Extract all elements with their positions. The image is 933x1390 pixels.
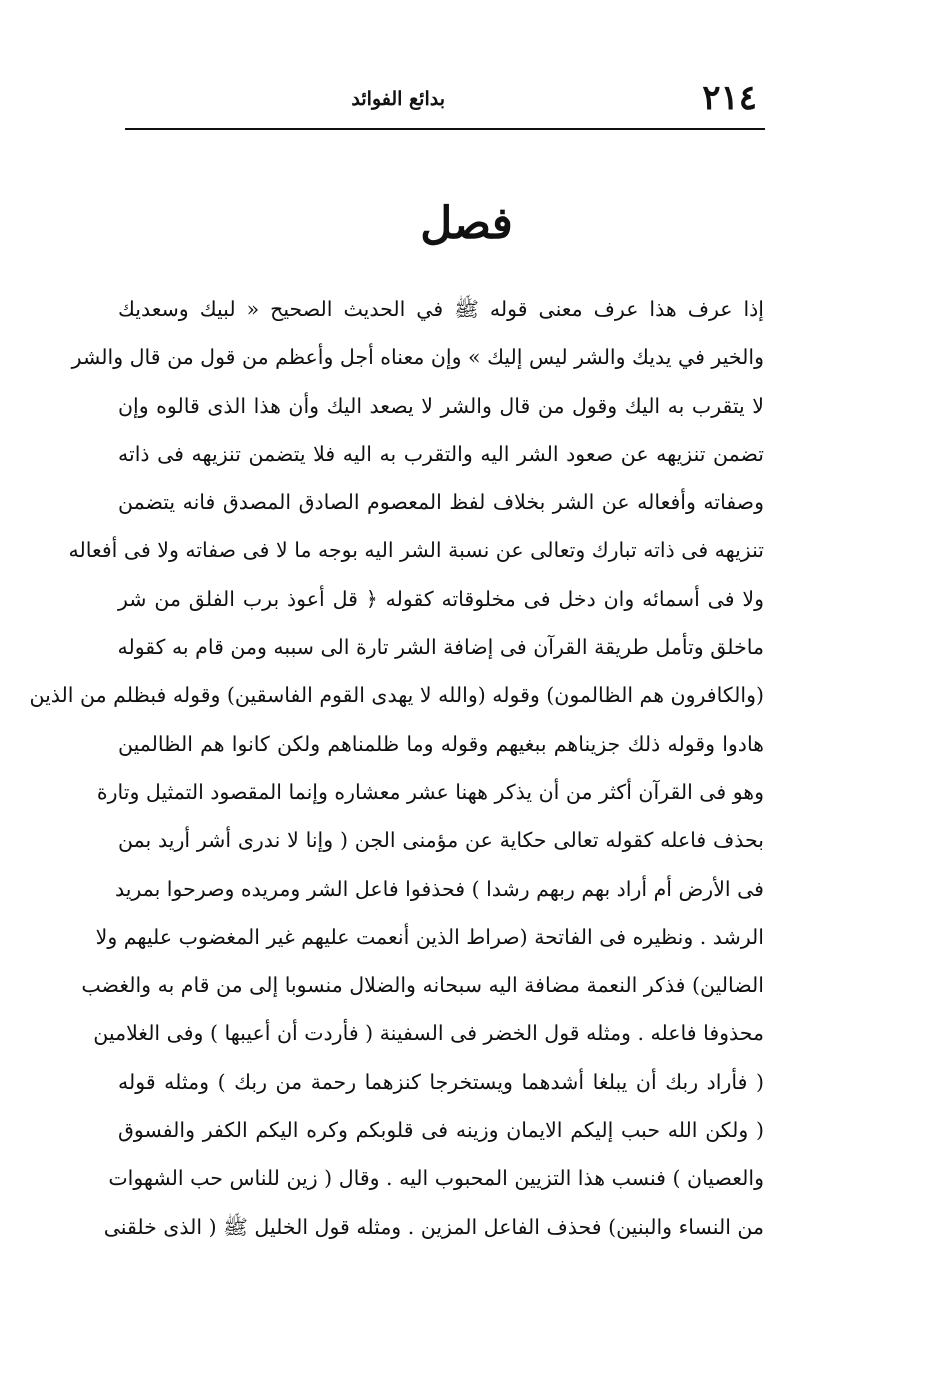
text-line: وصفاته وأفعاله عن الشر بخلاف لفظ المعصوم الصادق المصدق فانه يتضمن bbox=[118, 490, 764, 515]
text-line: ولا فى أسمائه وان دخل فى مخلوقاته كقوله ﴿ قل أعوذ برب الفلق من شر bbox=[118, 586, 764, 611]
page-number: ٢١٤ bbox=[702, 78, 757, 118]
text-line: ( فأراد ربك أن يبلغا أشدهما ويستخرجا كنزهما رحمة من ربك ) ومثله قوله bbox=[118, 1069, 764, 1094]
text-line: لا يتقرب به اليك وقول من قال والشر لا يصعد اليك وأن هذا الذى قالوه وإن bbox=[118, 393, 764, 418]
text-line: والعصيان ) فنسب هذا التزيين المحبوب اليه . وقال ( زين للناس حب الشهوات bbox=[108, 1166, 764, 1191]
text-line: من النساء والبنين) فحذف الفاعل المزين . ومثله قول الخليل ﷺ ( الذى خلقنى bbox=[103, 1214, 764, 1239]
text-line: الضالين) فذكر النعمة مضافة اليه سبحانه والضلال منسوبا إلى من قام به والغضب bbox=[81, 973, 764, 998]
text-line: بحذف فاعله كقوله تعالى حكاية عن مؤمنى الجن ( وإنا لا ندرى أشر أريد بمن bbox=[118, 828, 764, 853]
running-head: بدائع الفوائد bbox=[351, 88, 445, 110]
page-header bbox=[125, 78, 765, 130]
text-line: إذا عرف هذا عرف معنى قوله ﷺ في الحديث الصحيح « لبيك وسعديك bbox=[118, 297, 764, 321]
section-title: فصل bbox=[420, 198, 513, 249]
text-line: والخير في يديك والشر ليس إليك » وإن معناه أجل وأعظم من قول من قال والشر bbox=[71, 345, 764, 370]
text-line: تضمن تنزيهه عن صعود الشر اليه والتقرب به اليه فلا يتضمن تنزيهه فى ذاته bbox=[118, 441, 764, 466]
text-line: (والكافرون هم الظالمون) وقوله (والله لا يهدى القوم الفاسقين) وقوله فبظلم من الذين bbox=[29, 683, 764, 708]
text-line: ماخلق وتأمل طريقة القرآن فى إضافة الشر تارة الى سببه ومن قام به كقوله bbox=[117, 635, 764, 660]
text-line: ( ولكن الله حبب إليكم الايمان وزينه فى قلوبكم وكره اليكم الكفر والفسوق bbox=[118, 1118, 764, 1143]
text-line: فى الأرض أم أراد بهم ربهم رشدا ) فحذفوا فاعل الشر ومريده وصرحوا بمريد bbox=[114, 876, 764, 901]
text-line: وهو فى القرآن أكثر من أن يذكر ههنا عشر معشاره وإنما المقصود التمثيل وتارة bbox=[96, 779, 764, 804]
header-rule bbox=[125, 128, 765, 130]
body-text bbox=[29, 285, 764, 1251]
text-line: محذوفا فاعله . ومثله قول الخضر فى السفينة ( فأردت أن أعيبها ) وفى الغلامين bbox=[93, 1021, 764, 1046]
text-line: هادوا وقوله ذلك جزيناهم ببغيهم وقوله وما ظلمناهم ولكن كانوا هم الظالمين bbox=[118, 731, 764, 756]
text-line: تنزيهه فى ذاته تبارك وتعالى عن نسبة الشر اليه بوجه ما لا فى صفاته ولا فى أفعاله bbox=[68, 538, 764, 563]
text-line: الرشد . ونظيره فى الفاتحة (صراط الذين أنعمت عليهم غير المغضوب عليهم ولا bbox=[95, 924, 764, 949]
